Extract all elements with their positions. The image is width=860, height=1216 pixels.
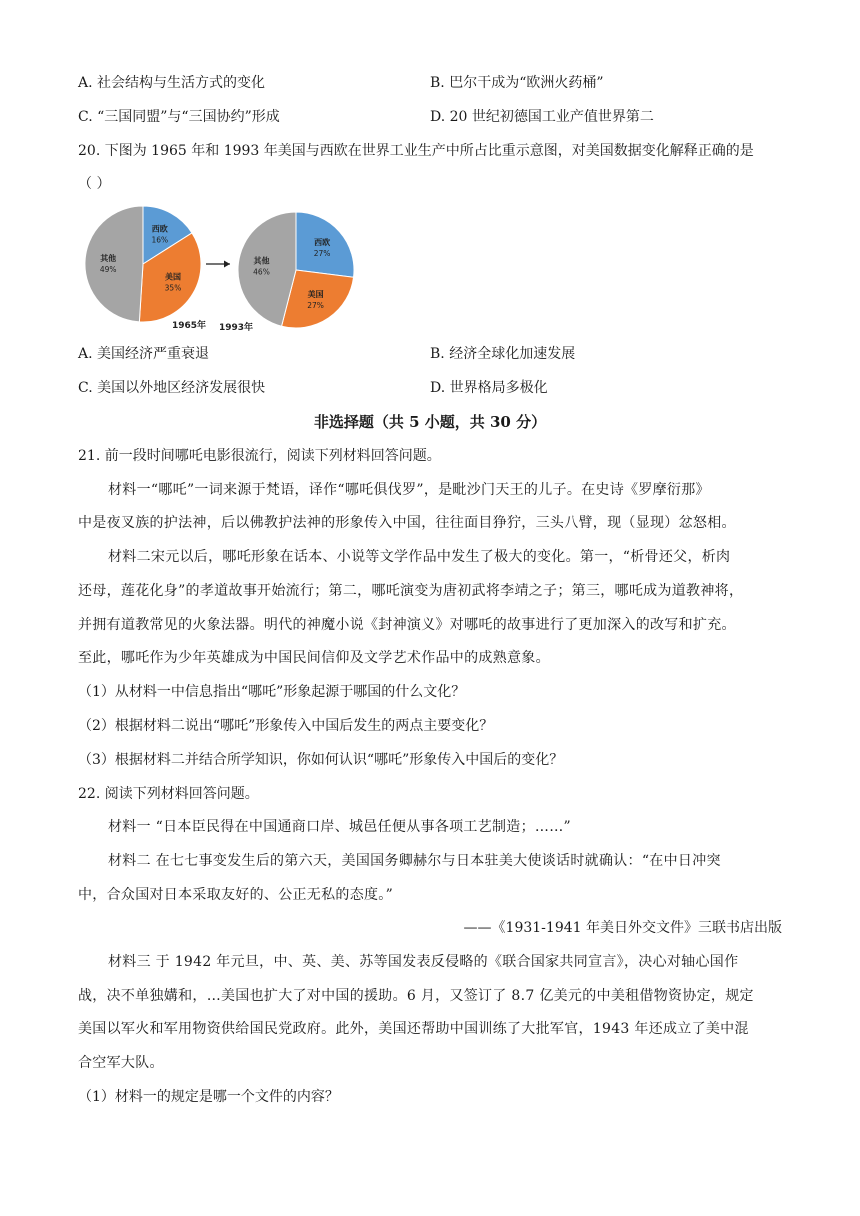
pie-slice-label: 美国 xyxy=(307,289,324,299)
q20-answer-paren: （ ） xyxy=(78,176,111,192)
q22-stem: 22. 阅读下列材料回答问题。 xyxy=(78,786,259,802)
q22-material3-line1: 材料三 于 1942 年元旦，中、英、美、苏等国发表反侵略的《联合国家共同宣言》，决心对轴心国作 xyxy=(108,954,739,970)
q21-material1-line2: 中是夜叉族的护法神，后以佛教护法神的形象传入中国，往往面目狰狞，三头八臂，现（显现）忿怒相。 xyxy=(78,515,736,531)
q20-option-b: B. 经济全球化加速发展 xyxy=(430,346,576,362)
pie-slice-label: 其他 xyxy=(100,253,117,263)
pie-charts-svg xyxy=(84,200,364,340)
pie-slice-value-label: 27% xyxy=(307,300,324,310)
q21-subquestion-3: （3）根据材料二并结合所学知识，你如何认识“哪吒”形象传入中国后的变化？ xyxy=(78,752,564,768)
q20-option-d: D. 世界格局多极化 xyxy=(430,380,548,396)
q21-subquestion-2: （2）根据材料二说出“哪吒”形象传入中国后发生的两点主要变化？ xyxy=(78,718,494,734)
pie-slice-value-label: 27% xyxy=(313,249,331,258)
pie-slice-value-label: 46% xyxy=(253,267,270,277)
q22-material1: 材料一 “日本臣民得在中国通商口岸、城邑任便从事各项工艺制造；……” xyxy=(108,819,571,835)
q21-material1-line1: 材料一“哪吒”一词来源于梵语，译作“哪吒俱伐罗”，是毗沙门天王的儿子。在史诗《罗摩衍那》 xyxy=(108,482,710,498)
q22-subquestion-1: （1）材料一的规定是哪一个文件的内容？ xyxy=(78,1089,339,1105)
section-title: 非选择题（共 5 小题，共 30 分） xyxy=(313,413,547,431)
q21-material2-line4: 至此，哪吒作为少年英雄成为中国民间信仰及文学艺术作品中的成熟意象。 xyxy=(78,650,550,666)
pie-chart-year-label: 1993年 xyxy=(218,323,254,333)
pie-chart-year-label: 1965年 xyxy=(171,321,207,331)
q22-material2-line1: 材料二 在七七事变发生后的第六天，美国国务卿赫尔与日本驻美大使谈话时就确认：“在中日冲突 xyxy=(108,853,721,869)
q19-option-b: B. 巴尔干成为“欧洲火药桶” xyxy=(430,75,604,91)
pie-slice-label: 西欧 xyxy=(151,224,168,234)
pie-slice-value-label: 35% xyxy=(164,283,182,293)
pie-chart-figure xyxy=(84,200,364,340)
q22-material3-line2: 战，决不单独媾和，…美国也扩大了对中国的援助。6 月，又签订了 8.7 亿美元的中美租借物资协定，规定 xyxy=(78,988,754,1004)
q20-stem: 20. 下图为 1965 年和 1993 年美国与西欧在世界工业生产中所占比重示意图，对美国数据变化解释正确的是 xyxy=(78,143,754,159)
q21-subquestion-1: （1）从材料一中信息指出“哪吒”形象起源于哪国的什么文化？ xyxy=(78,684,466,700)
q19-option-a: A. 社会结构与生活方式的变化 xyxy=(78,75,266,91)
q21-material2-line2: 还母，莲花化身”的孝道故事开始流行；第二，哪吒演变为唐初武将李靖之子；第三，哪吒成为道教神将， xyxy=(78,583,744,599)
q21-material2-line1: 材料二宋元以后，哪吒形象在话本、小说等文学作品中发生了极大的变化。第一，“析骨还父，析肉 xyxy=(108,549,731,565)
q22-material3-line4: 合空军大队。 xyxy=(78,1055,164,1071)
pie-slice-value-label: 16% xyxy=(151,235,169,245)
q22-material2-source: ——《1931-1941 年美日外交文件》三联书店出版 xyxy=(463,920,782,936)
q21-material2-line3: 并拥有道教常见的火象法器。明代的神魔小说《封神演义》对哪吒的故事进行了更加深入的改写和扩充。 xyxy=(78,617,736,633)
q19-option-d: D. 20 世纪初德国工业产值世界第二 xyxy=(430,109,654,125)
pie-slice-label: 西欧 xyxy=(314,238,331,247)
q22-material3-line3: 美国以军火和军用物资供给国民党政府。此外，美国还帮助中国训练了大批军官，1943 年还成立了美中混 xyxy=(78,1021,749,1037)
q20-option-c: C. 美国以外地区经济发展很快 xyxy=(78,380,266,396)
arrow-head-icon xyxy=(224,261,230,268)
pie-slice-value-label: 49% xyxy=(99,264,117,274)
q21-stem: 21. 前一段时间哪吒电影很流行，阅读下列材料回答问题。 xyxy=(78,448,441,464)
q22-material2-line2: 中，合众国对日本采取友好的、公正无私的态度。” xyxy=(78,887,394,903)
q20-option-a: A. 美国经济严重衰退 xyxy=(78,346,210,362)
q19-option-c: C. “三国同盟”与“三国协约”形成 xyxy=(78,109,280,125)
pie-slice-label: 美国 xyxy=(165,272,181,282)
pie-slice-label: 其他 xyxy=(253,256,270,266)
